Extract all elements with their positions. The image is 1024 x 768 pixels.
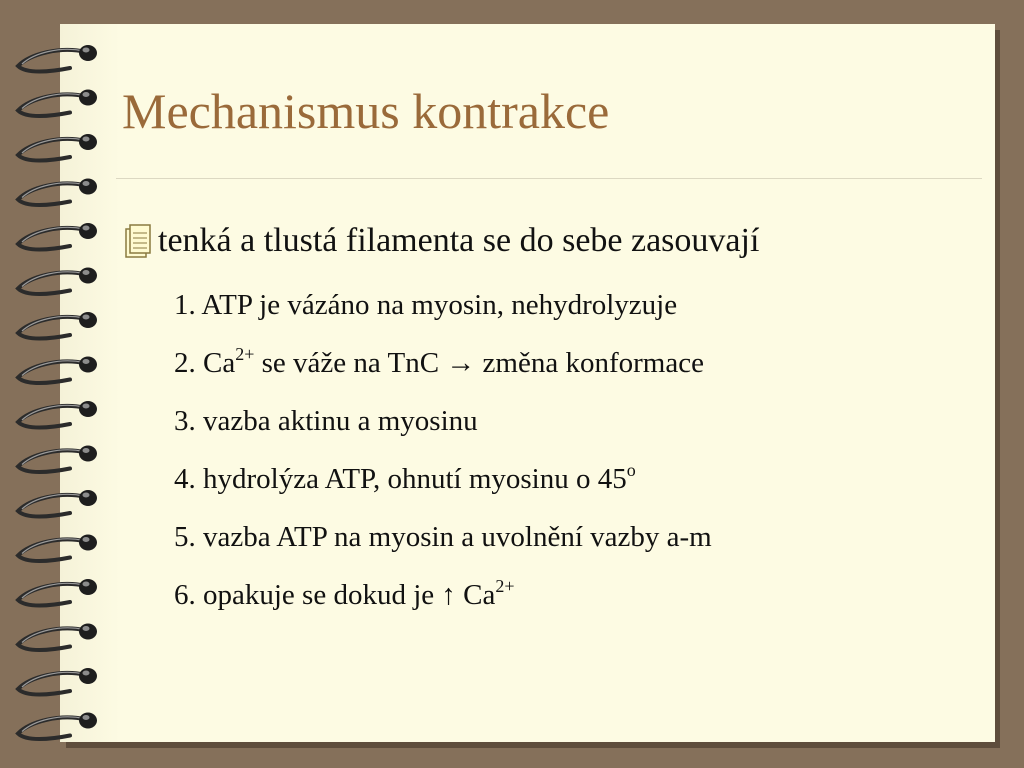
step-text: 3. vazba aktinu a myosinu (174, 405, 478, 437)
binding-ring (18, 624, 97, 651)
step-text: 6. opakuje se dokud je ↑ Ca (174, 579, 496, 611)
step-3 (174, 392, 982, 450)
binding-ring (18, 713, 97, 740)
superscript: 2+ (495, 576, 515, 596)
binding-ring (18, 490, 97, 517)
step-text: 1. ATP je vázáno na myosin, nehydrolyzuje (174, 289, 678, 321)
binding-ring (18, 312, 97, 339)
binding-ring (18, 134, 97, 161)
step-text: 5. vazba ATP na myosin a uvolnění vazby a-m (174, 521, 712, 553)
slide-title: Mechanismus kontrakce (122, 83, 610, 139)
binding-ring (18, 268, 97, 295)
binding-ring (18, 446, 97, 473)
binding-ring (18, 45, 97, 72)
step-5 (174, 508, 982, 566)
step-2 (174, 334, 982, 392)
step-6 (174, 566, 982, 624)
binding-ring (18, 401, 97, 428)
notepad-icon (122, 221, 154, 261)
title-divider (116, 178, 982, 179)
contraction-steps (174, 276, 982, 624)
superscript: 2+ (235, 344, 255, 364)
step-4 (174, 450, 982, 508)
slide-content (122, 218, 982, 624)
degree-superscript: o (626, 460, 636, 480)
binding-ring (18, 357, 97, 384)
step-1 (174, 276, 982, 334)
bullet-text: tenká a tlustá filamenta se do sebe zasouvají (158, 222, 760, 259)
binding-ring (18, 668, 97, 695)
binding-ring (18, 223, 97, 250)
binding-ring (18, 179, 97, 206)
step-text: 4. hydrolýza ATP, ohnutí myosinu o 45 (174, 463, 627, 495)
binding-ring (18, 579, 97, 606)
binding-ring (18, 90, 97, 117)
step-text-rest: se váže na TnC → změna konformace (254, 347, 704, 379)
main-bullet (122, 218, 982, 264)
spiral-binding (0, 0, 120, 768)
step-text: 2. Ca (174, 347, 236, 379)
binding-ring (18, 535, 97, 562)
